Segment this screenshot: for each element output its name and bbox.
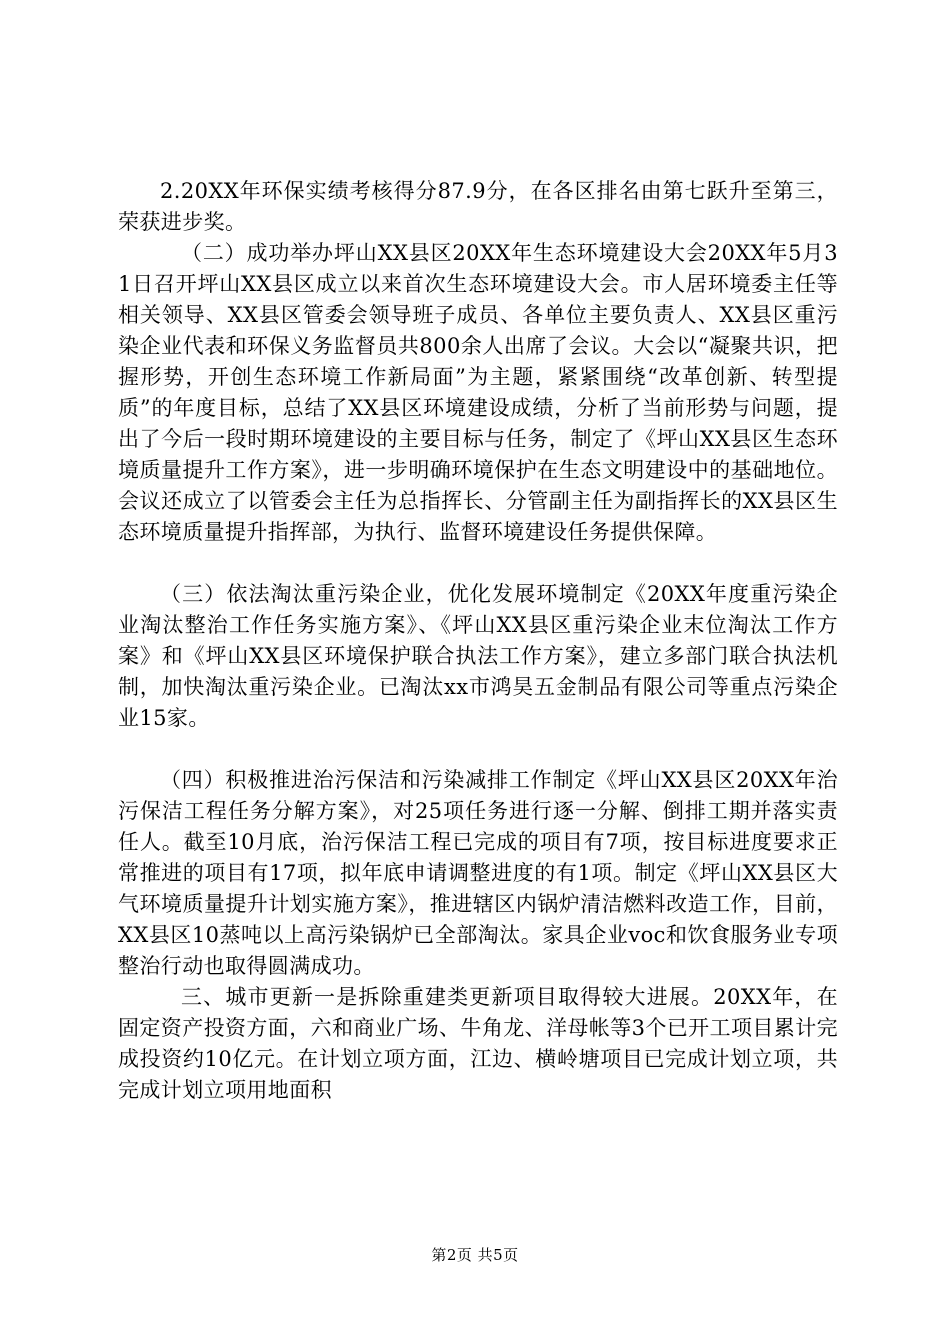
- paragraph-conference: （二）成功举办坪山XX县区20XX年生态环境建设大会20XX年5月31日召开坪山XX县区成立以来首次生态环境建设大会。市人居环境委主任等相关领导、XX县区管委会领导班子成员、各单位主要负责人、XX县区重污染企业代表和环保义务监督员共800余人出席了会议。大会以“凝聚共识，把握形势，开创生态环境工作新局面”为主题，紧紧围绕“改革创新、转型提质”的年度目标，总结了XX县区环境建设成绩，分析了当前形势与问题，提出了今后一段时期环境建设的主要目标与任务，制定了《坪山XX县区生态环境质量提升工作方案》，进一步明确环境保护在生态文明建设中的基础地位。会议还成立了以管委会主任为总指挥长、分管副主任为副指挥长的XX县区生态环境质量提升指挥部，为执行、监督环境建设任务提供保障。: [118, 241, 838, 544]
- body-text: [118, 176, 838, 1106]
- paragraph-score: 2.20XX年环保实绩考核得分87.9分，在各区排名由第七跃升至第三，荣获进步奖。: [118, 179, 838, 234]
- paragraph-gap: [118, 734, 838, 765]
- paragraph-urban-renewal: 三、城市更新一是拆除重建类更新项目取得较大进展。20XX年，在固定资产投资方面，六和商业广场、牛角龙、洋母帐等3个已开工项目累计完成投资约10亿元。在计划立项方面，江边、横岭塘项目已完成计划立项，共完成计划立项用地面积: [118, 985, 838, 1102]
- paragraph-pollution-control: （四）积极推进治污保洁和污染减排工作制定《坪山XX县区20XX年治污保洁工程任务分解方案》，对25项任务进行逐一分解、倒排工期并落实责任人。截至10月底，治污保洁工程已完成的项目有7项，按目标进度要求正常推进的项目有17项，拟年底申请调整进度的有1项。制定《坪山XX县区大气环境质量提升计划实施方案》，推进辖区内锅炉清洁燃料改造工作，目前，XX县区10蒸吨以上高污染锅炉已全部淘汰。家具企业voc和饮食服务业专项整治行动也取得圆满成功。: [118, 768, 838, 978]
- paragraph-eliminate-polluters: （三）依法淘汰重污染企业，优化发展环境制定《20XX年度重污染企业淘汰整治工作任务实施方案》、《坪山XX县区重污染企业末位淘汰工作方案》和《坪山XX县区环境保护联合执法工作方案》，建立多部门联合执法机制，加快淘汰重污染企业。已淘汰xx市鸿昊五金制品有限公司等重点污染企业15家。: [118, 582, 838, 730]
- page-footer: 第2页 共5页: [431, 1246, 519, 1264]
- paragraph-gap: [118, 548, 838, 579]
